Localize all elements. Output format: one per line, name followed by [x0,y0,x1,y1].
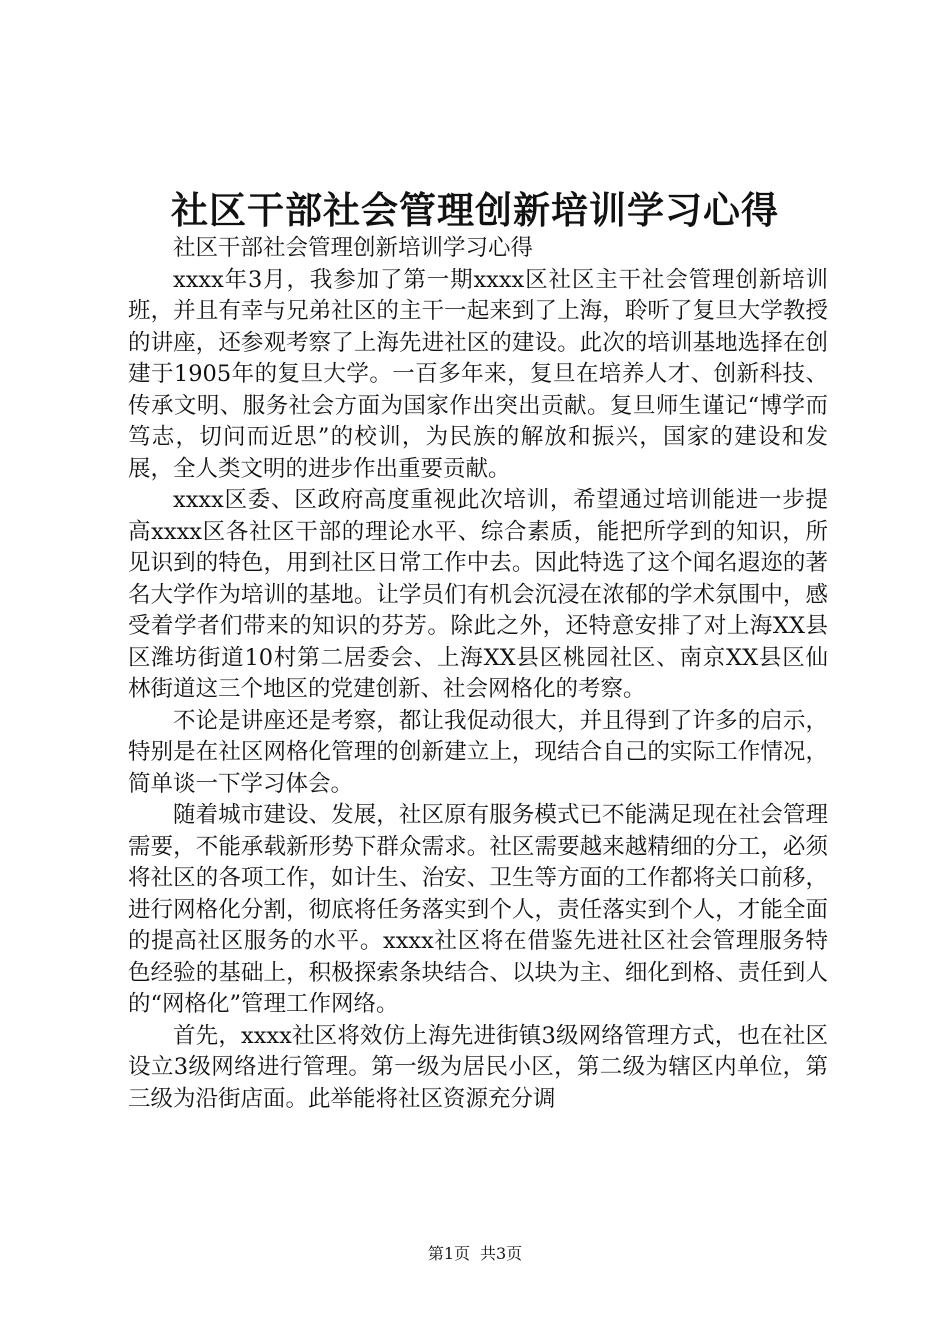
paragraph-subtitle: 社区干部社会管理创新培训学习心得 [173,235,534,261]
page-footer [0,1244,950,1264]
paragraph: 首先，xxxx社区将效仿上海先进街镇3级网络管理方式，也在社区设立3级网络进行管理。第一级为居民小区，第二级为辖区内单位，第三级为沿街店面。此举能将社区资源充分调 [128,1022,828,1112]
document-title: 社区干部社会管理创新培训学习心得 [171,188,779,232]
paragraph: 不论是讲座还是考察，都让我促动很大，并且得到了许多的启示，特别是在社区网格化管理的创新建立上，现结合自己的实际工作情况，简单谈一下学习体会。 [128,707,828,797]
paragraph: xxxx年3月，我参加了第一期xxxx区社区主干社会管理创新培训班，并且有幸与兄弟社区的主干一起来到了上海，聆听了复旦大学教授的讲座，还参观考察了上海先进社区的建设。此次的培训基地选择在创建于1905年的复旦大学。一百多年来，复旦在培养人才、创新科技、传承文明、服务社会方面为国家作出突出贡献。复旦师生谨记“博学而笃志，切问而近思”的校训，为民族的解放和振兴，国家的建设和发展，全人类文明的进步作出重要贡献。 [128,266,828,482]
paragraph: 随着城市建设、发展，社区原有服务模式已不能满足现在社会管理需要，不能承载新形势下群众需求。社区需要越来越精细的分工，必须将社区的各项工作，如计生、治安、卫生等方面的工作都将关口前移，进行网格化分割，彻底将任务落实到个人，责任落实到个人，才能全面的提高社区服务的水平。xxxx社区将在借鉴先进社区社会管理服务特色经验的基础上，积极探索条块结合、以块为主、细化到格、责任到人的“网格化”管理工作网络。 [128,802,828,1017]
page-total: 共3页 [480,1244,523,1263]
document-body [128,233,828,1115]
paragraph: xxxx区委、区政府高度重视此次培训，希望通过培训能进一步提高xxxx区各社区干部的理论水平、综合素质，能把所学到的知识，所见识到的特色，用到社区日常工作中去。因此特选了这个闻名遐迩的著名大学作为培训的基地。让学员们有机会沉浸在浓郁的学术氛围中，感受着学者们带来的知识的芬芳。除此之外，还特意安排了对上海XX县区潍坊街道10村第二居委会、上海XX县区桃园社区、南京XX县区仙林街道这三个地区的党建创新、社会网格化的考察。 [128,487,828,702]
page-number: 第1页 [427,1244,470,1263]
